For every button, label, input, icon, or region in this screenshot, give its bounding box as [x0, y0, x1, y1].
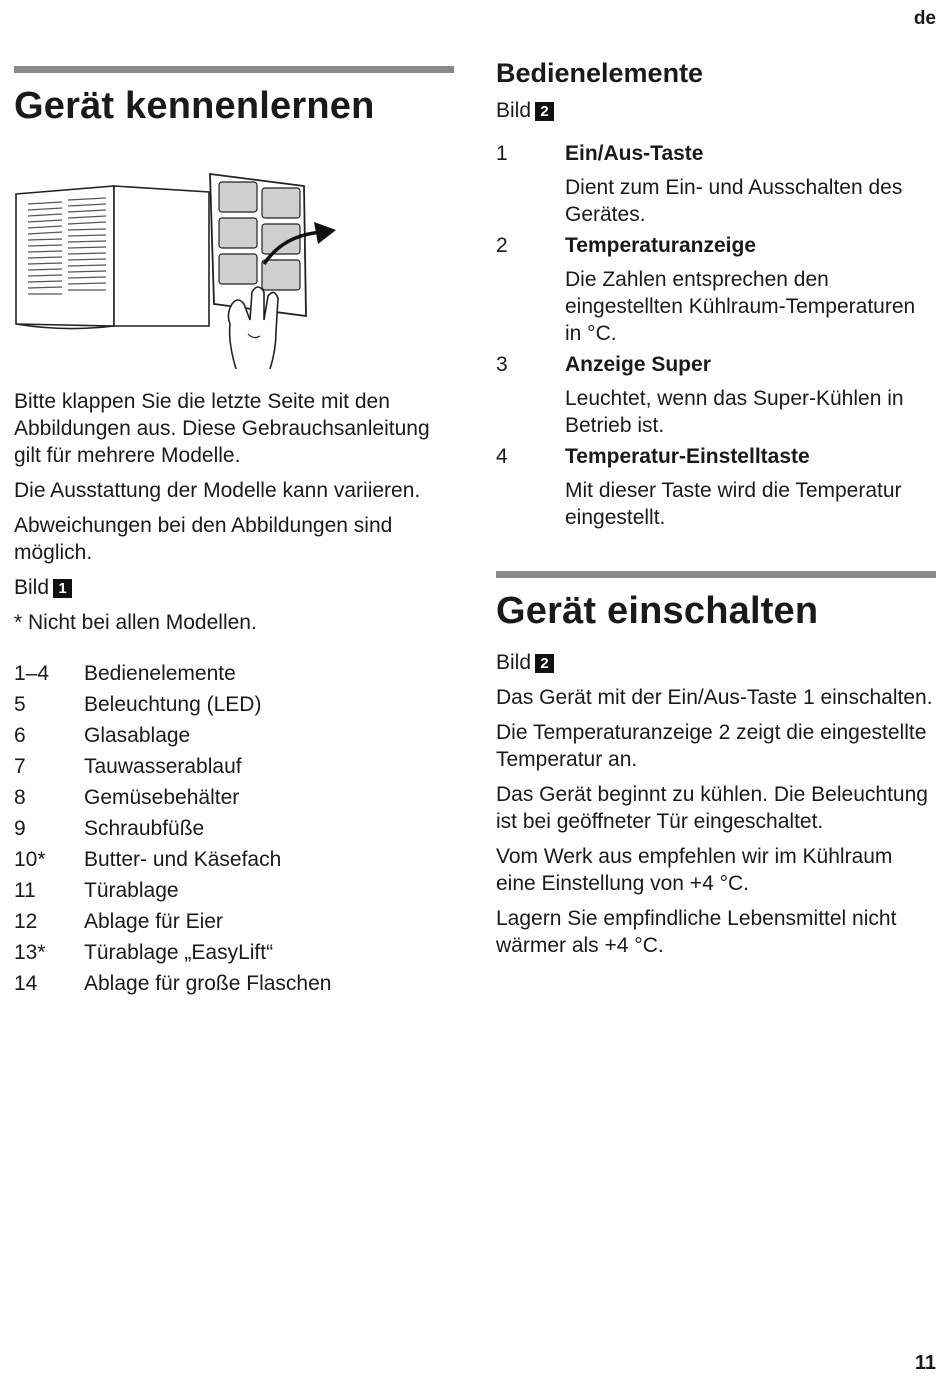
legend-label: Beleuchtung (LED) [84, 693, 262, 716]
control-number: 3 [496, 353, 508, 376]
figure-label: Bild [496, 99, 532, 122]
figure-reference [496, 649, 936, 676]
figure-reference [496, 97, 936, 124]
control-item [496, 351, 936, 439]
language-code: de [913, 8, 936, 29]
right-column [496, 58, 936, 967]
section-rule [14, 66, 454, 73]
switch-on-paragraph-3: Das Gerät beginnt zu kühlen. Die Beleuchtung ist bei geöffneter Tür eingeschaltet. [496, 783, 928, 833]
controls-list [496, 140, 936, 531]
legend-label: Tauwasserablauf [84, 755, 242, 778]
section-title-bedienelemente: Bedienelemente [496, 58, 704, 88]
legend-label: Butter- und Käsefach [84, 848, 282, 871]
legend-number: 12 [14, 910, 38, 933]
legend-row [14, 782, 454, 813]
legend-number: 10* [14, 848, 46, 871]
switch-on-paragraph-1: Das Gerät mit der Ein/Aus-Taste 1 einschalten. [496, 686, 933, 709]
legend-label: Türablage [84, 879, 179, 902]
legend-number: 9 [14, 817, 26, 840]
section-title-geraet-einschalten: Gerät einschalten [496, 590, 819, 632]
switch-on-paragraph-4: Vom Werk aus empfehlen wir im Kühlraum eine Einstellung von +4 °C. [496, 845, 893, 895]
control-description: Mit dieser Taste wird die Temperatur eingestellt. [565, 479, 902, 529]
figure-reference [14, 574, 454, 601]
control-title: Temperaturanzeige [565, 234, 756, 257]
legend-row [14, 751, 454, 782]
intro-paragraph-3: Abweichungen bei den Abbildungen sind möglich. [14, 514, 393, 564]
legend-label: Gemüsebehälter [84, 786, 240, 809]
left-column [14, 66, 454, 999]
figure-number-badge: 2 [535, 102, 554, 121]
legend-row [14, 720, 454, 751]
section-title-geraet-kennenlernen: Gerät kennenlernen [14, 85, 375, 127]
legend-label: Ablage für große Flaschen [84, 972, 332, 995]
intro-paragraph-1: Bitte klappen Sie die letzte Seite mit den Abbildungen aus. Diese Gebrauchsanleitung gilt für mehrere Modelle. [14, 390, 430, 467]
control-title: Anzeige Super [565, 353, 711, 376]
figure-label: Bild [14, 576, 50, 599]
control-title: Temperatur-Einstelltaste [565, 445, 810, 468]
legend-number: 11 [14, 879, 36, 902]
control-number: 4 [496, 445, 508, 468]
legend-number: 14 [14, 972, 38, 995]
legend-row [14, 844, 454, 875]
control-description: Leuchtet, wenn das Super-Kühlen in Betrieb ist. [565, 387, 904, 437]
legend-number: 8 [14, 786, 26, 809]
legend-row [14, 875, 454, 906]
legend-label: Ablage für Eier [84, 910, 223, 933]
footnote: * Nicht bei allen Modellen. [14, 611, 257, 634]
control-title: Ein/Aus-Taste [565, 142, 704, 165]
fold-out-page-illustration [14, 164, 344, 369]
legend-number: 5 [14, 693, 26, 716]
legend-label: Türablage „EasyLift“ [84, 941, 274, 964]
legend-row [14, 937, 454, 968]
legend-row [14, 658, 454, 689]
intro-paragraph-2: Die Ausstattung der Modelle kann variieren. [14, 479, 421, 502]
legend-row [14, 689, 454, 720]
legend-row [14, 813, 454, 844]
legend-label: Bedienelemente [84, 662, 236, 685]
control-number: 1 [496, 142, 508, 165]
control-number: 2 [496, 234, 508, 257]
page-number: 11 [914, 1352, 936, 1374]
figure-label: Bild [496, 651, 532, 674]
legend-number: 1–4 [14, 662, 50, 685]
legend-label: Glasablage [84, 724, 191, 747]
legend-number: 13* [14, 941, 46, 964]
legend-row [14, 906, 454, 937]
legend-number: 6 [14, 724, 26, 747]
parts-legend [14, 658, 454, 999]
control-item [496, 443, 936, 531]
switch-on-paragraph-2: Die Temperaturanzeige 2 zeigt die eingestellte Temperatur an. [496, 721, 927, 771]
control-description: Die Zahlen entsprechen den eingestellten Kühlraum-Temperaturen in °C. [565, 268, 916, 345]
legend-label: Schraubfüße [84, 817, 205, 840]
section-rule [496, 571, 936, 578]
switch-on-paragraph-5: Lagern Sie empfindliche Lebensmittel nicht wärmer als +4 °C. [496, 907, 897, 957]
legend-row [14, 968, 454, 999]
control-description: Dient zum Ein- und Ausschalten des Gerätes. [565, 176, 903, 226]
control-item [496, 140, 936, 228]
legend-number: 7 [14, 755, 26, 778]
figure-number-badge: 2 [535, 654, 554, 673]
control-item [496, 232, 936, 347]
figure-number-badge: 1 [53, 579, 72, 598]
